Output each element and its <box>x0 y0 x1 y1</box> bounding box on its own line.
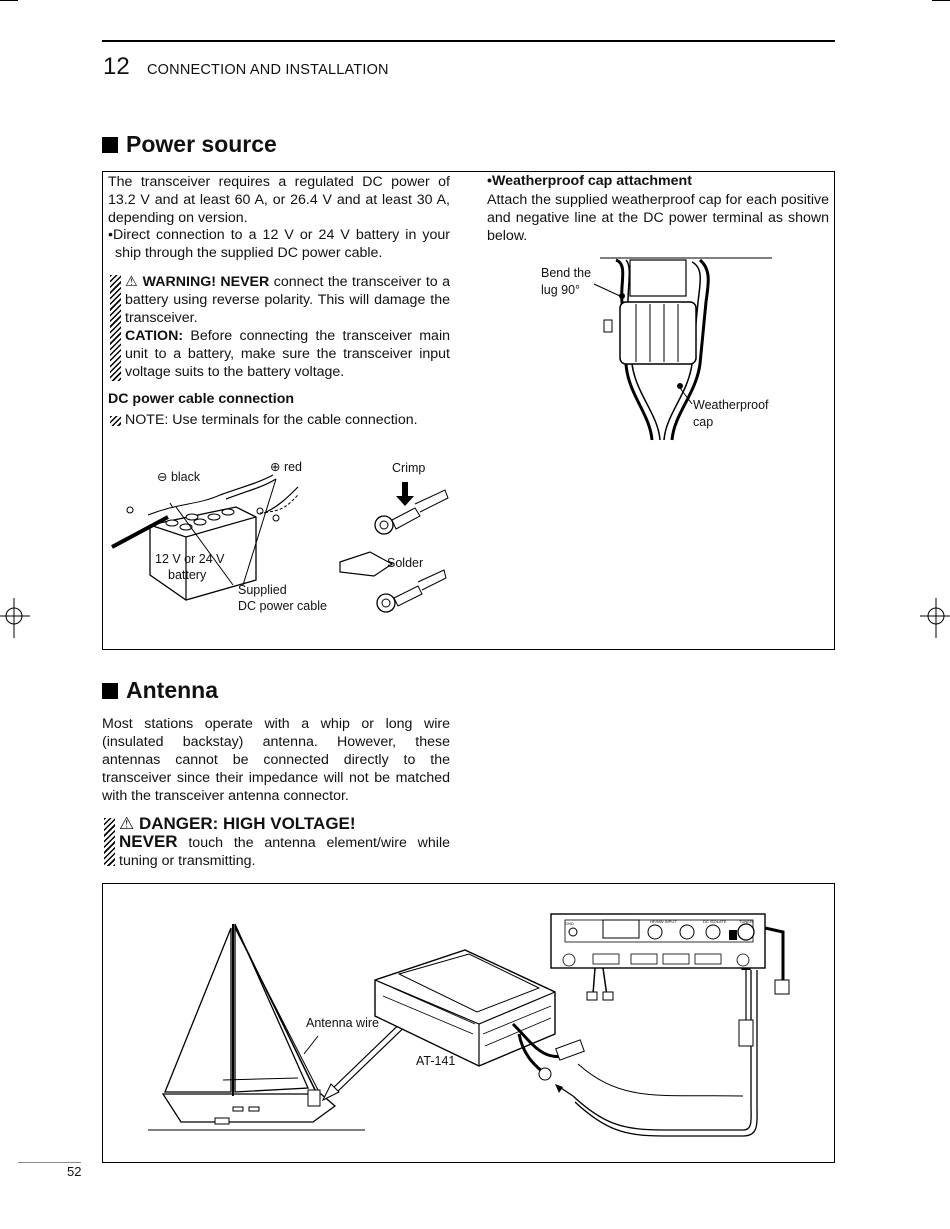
label-bend-2: lug 90° <box>541 283 581 297</box>
dc-heading: DC power cable connection <box>108 391 295 407</box>
chapter-number: 12 <box>103 53 130 80</box>
label-battery-1: 12 V or 24 V <box>155 552 225 566</box>
panel-label-gnd: GND <box>565 921 574 926</box>
label-wp-1: Weatherproof <box>693 398 769 412</box>
note-text: NOTE: Use terminals for the cable connection. <box>125 412 418 428</box>
crop-mark <box>0 0 18 1</box>
antenna-text: Most stations operate with a whip or long wire (insulated backstay) antenna. However, these antennas cannot be connected directly to the transceiver since their impedance will not be matched with the transceiver antenna connector. <box>102 716 450 804</box>
square-bullet-icon <box>102 683 118 699</box>
label-crimp: Crimp <box>392 461 426 475</box>
section-title-antenna: Antenna <box>102 677 218 704</box>
chapter-title: CONNECTION AND INSTALLATION <box>147 62 389 78</box>
label-battery-2: battery <box>168 568 207 582</box>
registration-mark-right <box>920 598 950 638</box>
danger-hatch-icon <box>104 818 115 866</box>
section-title-power: Power source <box>102 131 277 158</box>
danger-text: NEVER touch the antenna element/wire while tuning or transmitting. <box>119 832 450 869</box>
panel-label-tuner: TUNER <box>739 919 753 924</box>
label-wp-2: cap <box>693 415 714 429</box>
square-bullet-icon <box>102 137 118 153</box>
label-antenna-wire: Antenna wire <box>306 1016 379 1030</box>
cap-text: Attach the supplied weatherproof cap for each positive and negative line at the DC power terminal as shown below. <box>487 192 829 244</box>
cap-heading: •Weatherproof cap attachment <box>487 173 692 189</box>
label-red: ⊕ red <box>270 460 303 474</box>
warning-hatch-icon <box>110 275 121 381</box>
panel-label-input: HF/MW INPUT <box>650 919 677 924</box>
label-cable-2: DC power cable <box>238 599 327 613</box>
label-bend-1: Bend the <box>541 266 592 280</box>
label-solder: Solder <box>387 556 424 570</box>
page-number: 52 <box>67 1164 82 1179</box>
label-black: ⊖ black <box>157 470 201 484</box>
footer-rule <box>18 1162 81 1163</box>
note-hatch-icon <box>110 416 121 426</box>
danger-title: ⚠ DANGER: HIGH VOLTAGE! <box>119 814 356 833</box>
antenna-diagram <box>103 884 834 1162</box>
panel-label-dc-isolate: DC ISOLATE <box>703 919 727 924</box>
power-intro: The transceiver requires a regulated DC power of 13.2 V and at least 60 A, or 26.4 V and at least 30 A, depending on version. <box>108 174 450 226</box>
label-tuner-model: AT-141 <box>416 1054 456 1068</box>
label-cable-1: Supplied <box>238 583 287 597</box>
power-bullet: •Direct connection to a 12 V or 24 V battery in your ship through the supplied DC power cable. <box>108 227 450 261</box>
warning-block: ⚠ WARNING! NEVER connect the transceiver to a battery using reverse polarity. This will damage the transceiver. CATION: Before connecting the transceiver main unit to a battery, make sure the transceiver input voltage suits to the battery voltage. <box>125 274 451 380</box>
header-rule <box>102 40 835 42</box>
crop-mark <box>932 0 950 1</box>
registration-mark-left <box>0 598 30 638</box>
weatherproof-cap-diagram <box>580 254 780 444</box>
